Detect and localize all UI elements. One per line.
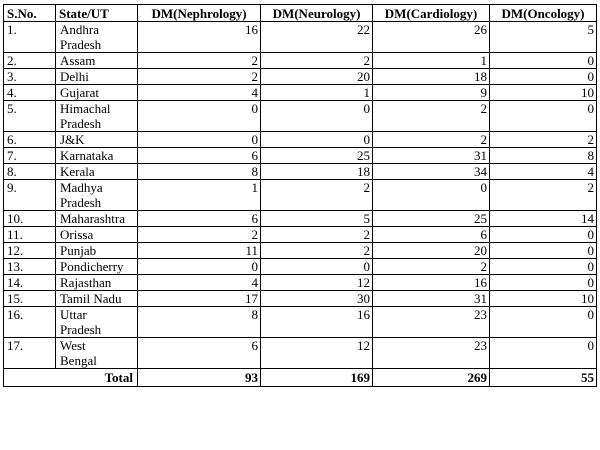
cell-cardiology: 25 bbox=[373, 211, 490, 227]
table-row bbox=[4, 85, 597, 101]
cell-sno: 15. bbox=[4, 291, 56, 307]
cell-nephrology: 4 bbox=[138, 85, 261, 101]
table-row bbox=[4, 22, 597, 53]
cell-state bbox=[56, 307, 138, 338]
cell-state bbox=[56, 69, 138, 85]
state-name-line: Pradesh bbox=[60, 195, 102, 210]
cell-neurology: 12 bbox=[261, 338, 373, 369]
cell-nephrology: 2 bbox=[138, 69, 261, 85]
cell-sno: 11. bbox=[4, 227, 56, 243]
cell-nephrology: 6 bbox=[138, 148, 261, 164]
cell-cardiology: 16 bbox=[373, 275, 490, 291]
total-oncology: 55 bbox=[490, 369, 597, 387]
cell-sno: 2. bbox=[4, 53, 56, 69]
cell-sno: 9. bbox=[4, 180, 56, 211]
header-oncology: DM(Oncology) bbox=[490, 5, 597, 22]
table-row bbox=[4, 164, 597, 180]
cell-neurology: 0 bbox=[261, 132, 373, 148]
cell-state bbox=[56, 22, 138, 53]
cell-nephrology: 6 bbox=[138, 211, 261, 227]
state-name-line: Karnataka bbox=[60, 148, 114, 163]
table-row bbox=[4, 259, 597, 275]
cell-oncology: 10 bbox=[490, 85, 597, 101]
cell-cardiology: 23 bbox=[373, 338, 490, 369]
cell-nephrology: 17 bbox=[138, 291, 261, 307]
table-row bbox=[4, 101, 597, 132]
table-row bbox=[4, 148, 597, 164]
cell-sno: 1. bbox=[4, 22, 56, 53]
state-name-line: West bbox=[60, 338, 86, 353]
state-name-line: Pradesh bbox=[60, 37, 102, 52]
cell-neurology: 16 bbox=[261, 307, 373, 338]
table-row bbox=[4, 53, 597, 69]
total-nephrology: 93 bbox=[138, 369, 261, 387]
dm-seats-table bbox=[3, 4, 597, 387]
cell-state bbox=[56, 180, 138, 211]
cell-oncology: 0 bbox=[490, 243, 597, 259]
cell-sno: 3. bbox=[4, 69, 56, 85]
state-name-line: Andhra bbox=[60, 22, 99, 37]
cell-neurology: 2 bbox=[261, 243, 373, 259]
state-name-line: Uttar bbox=[60, 307, 87, 322]
cell-sno: 6. bbox=[4, 132, 56, 148]
header-state: State/UT bbox=[56, 5, 138, 22]
cell-sno: 13. bbox=[4, 259, 56, 275]
total-label: Total bbox=[4, 369, 138, 387]
cell-cardiology: 31 bbox=[373, 291, 490, 307]
table-header-row bbox=[4, 5, 597, 22]
cell-neurology: 2 bbox=[261, 227, 373, 243]
cell-cardiology: 2 bbox=[373, 101, 490, 132]
cell-neurology: 22 bbox=[261, 22, 373, 53]
state-name-line: Bengal bbox=[60, 353, 97, 368]
cell-oncology: 0 bbox=[490, 227, 597, 243]
state-name-line: Pradesh bbox=[60, 116, 102, 131]
cell-neurology: 0 bbox=[261, 101, 373, 132]
table-row bbox=[4, 132, 597, 148]
cell-sno: 8. bbox=[4, 164, 56, 180]
state-name-line: Pradesh bbox=[60, 322, 102, 337]
cell-nephrology: 0 bbox=[138, 101, 261, 132]
cell-neurology: 20 bbox=[261, 69, 373, 85]
cell-neurology: 1 bbox=[261, 85, 373, 101]
header-nephrology: DM(Nephrology) bbox=[138, 5, 261, 22]
cell-oncology: 0 bbox=[490, 101, 597, 132]
cell-cardiology: 31 bbox=[373, 148, 490, 164]
cell-state bbox=[56, 164, 138, 180]
state-name-line: Pondicherry bbox=[60, 259, 124, 274]
table-row bbox=[4, 227, 597, 243]
cell-oncology: 2 bbox=[490, 180, 597, 211]
cell-nephrology: 11 bbox=[138, 243, 261, 259]
cell-neurology: 12 bbox=[261, 275, 373, 291]
state-name-line: Tamil Nadu bbox=[60, 291, 122, 306]
cell-neurology: 0 bbox=[261, 259, 373, 275]
cell-neurology: 2 bbox=[261, 180, 373, 211]
cell-sno: 10. bbox=[4, 211, 56, 227]
total-cardiology: 269 bbox=[373, 369, 490, 387]
cell-nephrology: 8 bbox=[138, 307, 261, 338]
state-name-line: Assam bbox=[60, 53, 96, 68]
state-name-line: Delhi bbox=[60, 69, 89, 84]
cell-oncology: 0 bbox=[490, 53, 597, 69]
cell-oncology: 2 bbox=[490, 132, 597, 148]
cell-nephrology: 0 bbox=[138, 132, 261, 148]
cell-oncology: 0 bbox=[490, 307, 597, 338]
cell-cardiology: 1 bbox=[373, 53, 490, 69]
cell-state bbox=[56, 148, 138, 164]
state-name-line: Orissa bbox=[60, 227, 94, 242]
cell-state bbox=[56, 243, 138, 259]
cell-oncology: 8 bbox=[490, 148, 597, 164]
cell-oncology: 14 bbox=[490, 211, 597, 227]
cell-cardiology: 6 bbox=[373, 227, 490, 243]
cell-state bbox=[56, 275, 138, 291]
cell-nephrology: 8 bbox=[138, 164, 261, 180]
document-page bbox=[3, 4, 597, 387]
cell-sno: 7. bbox=[4, 148, 56, 164]
cell-cardiology: 2 bbox=[373, 259, 490, 275]
cell-neurology: 5 bbox=[261, 211, 373, 227]
cell-nephrology: 0 bbox=[138, 259, 261, 275]
cell-state bbox=[56, 211, 138, 227]
table-row bbox=[4, 291, 597, 307]
cell-sno: 17. bbox=[4, 338, 56, 369]
cell-nephrology: 2 bbox=[138, 53, 261, 69]
cell-nephrology: 1 bbox=[138, 180, 261, 211]
cell-nephrology: 2 bbox=[138, 227, 261, 243]
cell-oncology: 4 bbox=[490, 164, 597, 180]
cell-nephrology: 4 bbox=[138, 275, 261, 291]
cell-cardiology: 26 bbox=[373, 22, 490, 53]
cell-cardiology: 9 bbox=[373, 85, 490, 101]
cell-cardiology: 23 bbox=[373, 307, 490, 338]
cell-oncology: 10 bbox=[490, 291, 597, 307]
cell-nephrology: 6 bbox=[138, 338, 261, 369]
cell-cardiology: 34 bbox=[373, 164, 490, 180]
header-neurology: DM(Neurology) bbox=[261, 5, 373, 22]
cell-neurology: 2 bbox=[261, 53, 373, 69]
cell-nephrology: 16 bbox=[138, 22, 261, 53]
header-sno: S.No. bbox=[4, 5, 56, 22]
table-row bbox=[4, 243, 597, 259]
state-name-line: Madhya bbox=[60, 180, 103, 195]
cell-state bbox=[56, 259, 138, 275]
cell-cardiology: 18 bbox=[373, 69, 490, 85]
cell-cardiology: 2 bbox=[373, 132, 490, 148]
table-row bbox=[4, 69, 597, 85]
cell-oncology: 5 bbox=[490, 22, 597, 53]
cell-state bbox=[56, 291, 138, 307]
cell-oncology: 0 bbox=[490, 338, 597, 369]
state-name-line: Rajasthan bbox=[60, 275, 112, 290]
cell-state bbox=[56, 132, 138, 148]
cell-sno: 14. bbox=[4, 275, 56, 291]
table-row bbox=[4, 211, 597, 227]
cell-state bbox=[56, 53, 138, 69]
state-name-line: Maharashtra bbox=[60, 211, 125, 226]
cell-oncology: 0 bbox=[490, 259, 597, 275]
cell-state bbox=[56, 101, 138, 132]
state-name-line: Kerala bbox=[60, 164, 95, 179]
state-name-line: Gujarat bbox=[60, 85, 99, 100]
table-row bbox=[4, 180, 597, 211]
cell-neurology: 30 bbox=[261, 291, 373, 307]
cell-sno: 5. bbox=[4, 101, 56, 132]
cell-neurology: 18 bbox=[261, 164, 373, 180]
header-cardiology: DM(Cardiology) bbox=[373, 5, 490, 22]
total-row bbox=[4, 369, 597, 387]
table-row bbox=[4, 307, 597, 338]
table-row bbox=[4, 275, 597, 291]
table-body bbox=[4, 22, 597, 369]
cell-neurology: 25 bbox=[261, 148, 373, 164]
state-name-line: Punjab bbox=[60, 243, 97, 258]
cell-cardiology: 0 bbox=[373, 180, 490, 211]
cell-state bbox=[56, 338, 138, 369]
cell-sno: 16. bbox=[4, 307, 56, 338]
cell-oncology: 0 bbox=[490, 69, 597, 85]
cell-oncology: 0 bbox=[490, 275, 597, 291]
table-row bbox=[4, 338, 597, 369]
cell-state bbox=[56, 227, 138, 243]
state-name-line: Himachal bbox=[60, 101, 111, 116]
total-neurology: 169 bbox=[261, 369, 373, 387]
cell-sno: 12. bbox=[4, 243, 56, 259]
cell-sno: 4. bbox=[4, 85, 56, 101]
state-name-line: J&K bbox=[60, 132, 85, 147]
cell-cardiology: 20 bbox=[373, 243, 490, 259]
cell-state bbox=[56, 85, 138, 101]
